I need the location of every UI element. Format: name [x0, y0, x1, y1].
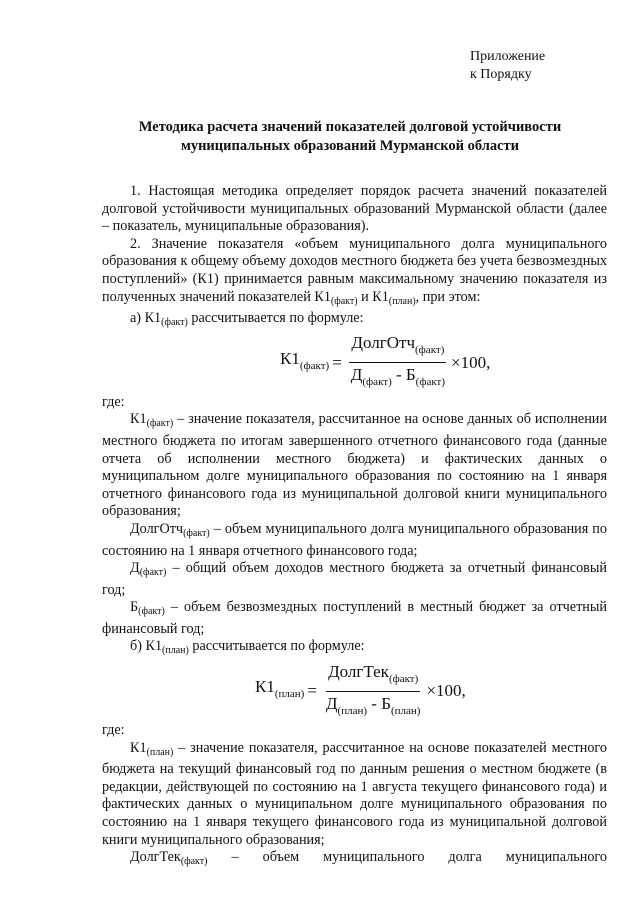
- fraction-denominator: [324, 692, 423, 722]
- subscript: (факт): [330, 295, 358, 307]
- subscript: (план): [162, 645, 189, 657]
- definition-k1-plan: [102, 740, 607, 850]
- subscript: (факт): [388, 672, 419, 685]
- formula-symbol: Б: [381, 693, 391, 713]
- title-line-1: Методика расчета значений показателей долговой устойчивости: [138, 119, 562, 135]
- formula-symbol: ДолгТек: [328, 661, 389, 681]
- subscript: (план): [390, 704, 421, 717]
- definition-text: – значение показателя, рассчитанное на основе данных об исполнении местного бюджета по итогам завершенного отчетного финансового года (данные отчета об исполнении местного бюджета) и фактических данных о муниципальном долге муниципального образования по состоянию на 1 января отчетного финансового года из муниципальной долговой книги муниципального образования;: [102, 411, 607, 520]
- formula-symbol: Б: [405, 365, 416, 385]
- definition-term: ДолгТек: [130, 849, 181, 866]
- definition-term: Д: [130, 560, 140, 577]
- definition-text: – объем безвозмездных поступлений в местный бюджет за отчетный финансовый год;: [102, 599, 607, 637]
- paragraph-2-text: , при этом:: [415, 288, 481, 305]
- item-a-text: рассчитывается по формуле:: [187, 310, 364, 327]
- where-label-2: где:: [102, 722, 125, 739]
- fraction-numerator: [349, 332, 446, 363]
- definition-dolg-otch: [102, 521, 607, 560]
- definition-dolg-tek: [102, 849, 607, 871]
- subscript: (факт): [146, 418, 174, 430]
- subscript: (факт): [180, 856, 208, 868]
- formula-multiplier: ×100,: [451, 352, 491, 372]
- formula-lhs: [255, 678, 304, 704]
- minus-sign: -: [391, 365, 406, 385]
- definition-text: – значение показателя, рассчитанное на основе показателей местного бюджета на текущий финансовый год по данным решения о местном бюджете (в редакции, действующей по состоянию на 1 августа текущего финансового года) и фактических данных о муниципальном долге муниципального образования по состоянию на 1 января текущего финансового года из муниципальной долговой книги муниципального образования;: [102, 739, 607, 848]
- subscript: (план): [337, 704, 368, 717]
- paragraph-2-text: 2. Значение показателя «объем муниципального долга муниципального образования к общему объему доходов местного бюджета без учета безвозмездных поступлений» (К1) принимается равным максимальному значению показателя из полученных значений показателей К1: [102, 235, 607, 305]
- paragraph-2-text: и К1: [357, 288, 389, 305]
- formula-symbol: К1: [255, 677, 275, 697]
- formula-k1-plan: [102, 660, 607, 722]
- definition-k1-fact: [102, 411, 607, 521]
- definition-text: – объем муниципального долга муниципального образования по состоянию на 1 января отчетного финансового года;: [102, 520, 607, 559]
- title-line-2: муниципальных образований Мурманской области: [180, 138, 520, 154]
- equals-sign: =: [307, 681, 317, 701]
- definition-b-fact: [102, 599, 607, 638]
- subscript: (факт): [183, 527, 210, 539]
- definition-term: К1: [130, 739, 147, 756]
- subscript: (факт): [138, 606, 165, 618]
- formula-symbol: К1: [280, 348, 300, 368]
- appendix-line-2: к Порядку: [470, 67, 532, 82]
- definition-d-fact: [102, 560, 607, 599]
- where-label-1: где:: [102, 393, 125, 410]
- definition-term: Б: [130, 599, 139, 616]
- formula-symbol: Д: [325, 693, 338, 713]
- fraction-denominator: [349, 363, 447, 393]
- fraction-numerator: [326, 661, 420, 692]
- definition-text: – общий объем доходов местного бюджета за отчетный финансовый год;: [102, 560, 607, 598]
- formula-k1-fact: [102, 332, 607, 394]
- item-a: [102, 310, 607, 332]
- formula-multiplier: ×100,: [426, 681, 466, 701]
- item-a-text: а) К1: [130, 310, 162, 327]
- subscript: (факт): [161, 317, 188, 329]
- subscript: (план): [274, 688, 305, 701]
- formula-fraction: [324, 661, 423, 722]
- subscript: (план): [146, 746, 174, 758]
- subscript: (факт): [415, 344, 445, 357]
- appendix-line-1: Приложение: [470, 49, 546, 64]
- paragraph-2: [102, 236, 607, 310]
- item-b: [102, 638, 607, 660]
- document-title: [80, 118, 620, 156]
- definition-term: К1: [130, 411, 147, 428]
- subscript: (факт): [299, 359, 330, 372]
- formula-lhs: [280, 350, 329, 376]
- formula-symbol: ДолгОтч: [351, 333, 416, 353]
- subscript: (план): [388, 295, 416, 307]
- document-body: [102, 183, 607, 871]
- subscript: (факт): [139, 567, 167, 579]
- minus-sign: -: [367, 693, 382, 713]
- item-b-text: б) К1: [130, 638, 163, 655]
- equals-sign: =: [332, 352, 342, 372]
- formula-fraction: [349, 332, 447, 393]
- subscript: (факт): [362, 376, 392, 389]
- subscript: (факт): [415, 376, 446, 389]
- paragraph-1: 1. Настоящая методика определяет порядок расчета значений показателей долговой устойчивости муниципальных образований Мурманской области (далее – показатель, муниципальные образования).: [102, 183, 607, 235]
- definition-term: ДолгОтч: [130, 520, 184, 537]
- item-b-text: рассчитывается по формуле:: [188, 638, 365, 655]
- definition-text: – объем муниципального долга муниципального: [207, 849, 607, 866]
- formula-symbol: Д: [350, 365, 363, 385]
- appendix-header: [470, 48, 545, 84]
